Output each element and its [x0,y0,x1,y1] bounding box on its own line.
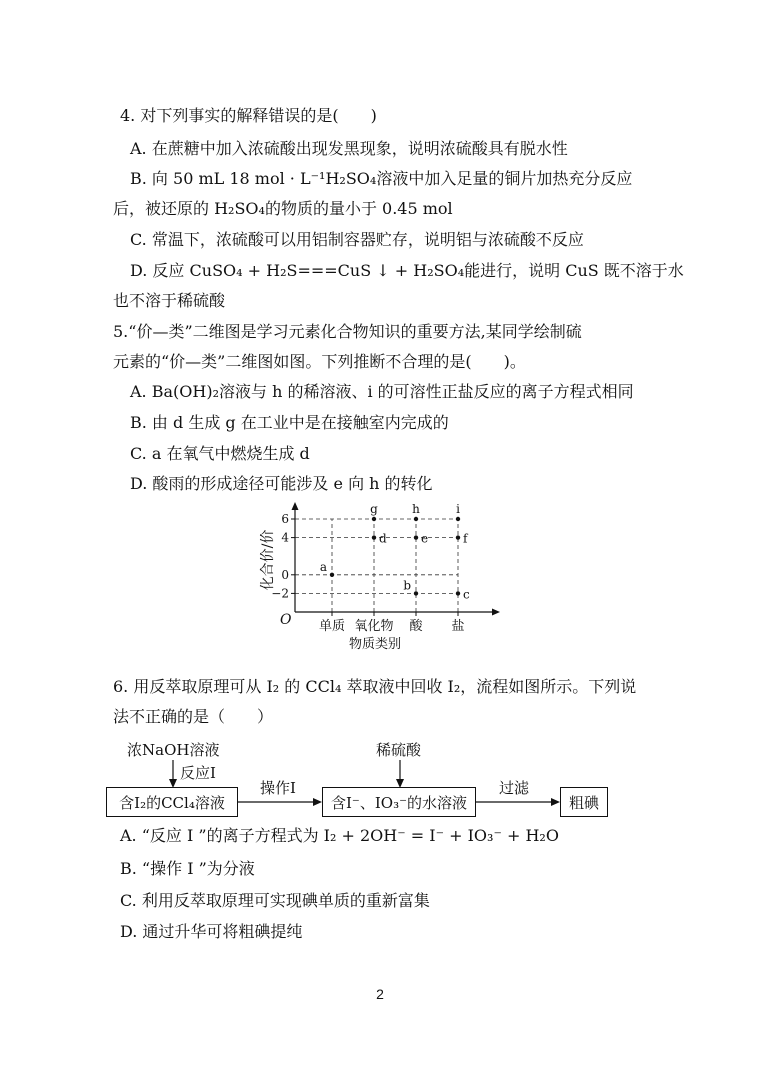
y-tick-label: 4 [281,530,289,545]
point-g [372,517,376,521]
flow-reagent-h2so4: 稀硫酸 [376,741,422,759]
q6-stem-line2: 法不正确的是（ ） [113,707,274,726]
chart-ticks [271,512,464,634]
point-f [456,535,460,539]
point-label-h: h [412,502,420,516]
flow-arrow-down-1 [165,760,181,788]
q4-option-c: C. 常温下，浓硫酸可以用铝制容器贮存，说明铝与浓硫酸不反应 [130,230,584,249]
y-tick-label: 6 [281,512,289,526]
point-label-c: c [463,587,470,602]
q4-option-b-line2: 后，被还原的 H₂SO₄的物质的量小于 0.45 mol [113,199,453,218]
q5-option-b: B. 由 d 生成 g 在工业中是在接触室内完成的 [130,413,449,432]
point-i [456,517,460,521]
point-label-e: e [421,531,429,546]
chart-origin: O [280,612,292,628]
point-label-i: i [456,502,460,516]
point-h [414,517,418,521]
x-tick-label: 氧化物 [354,619,394,634]
x-tick-label: 盐 [451,619,465,634]
page-number: 2 [376,986,384,1002]
point-e [414,535,418,539]
point-label-a: a [319,559,327,574]
point-label-f: f [463,531,468,546]
point-a [330,573,334,577]
y-axis-arrow [292,502,299,510]
x-axis-arrow [492,609,500,616]
y-tick-label: −2 [271,586,289,601]
q5-stem-line1: 5.“价—类”二维图是学习元素化合物知识的重要方法,某同学绘制硫 [113,322,582,341]
y-tick-label: 0 [281,567,289,582]
flow-reaction-label: 反应I [180,764,216,782]
x-tick-label: 酸 [409,619,423,634]
flow-op1-label: 操作I [260,779,296,797]
q5-stem-line2: 元素的“价—类”二维图如图。下列推断不合理的是( )。 [113,352,526,371]
q4-option-b-line1: B. 向 50 mL 18 mol · L⁻¹H₂SO₄溶液中加入足量的铜片加热充分反应 [130,169,633,188]
q5-option-a: A. Ba(OH)₂溶液与 h 的稀溶液、i 的可溶性正盐反应的离子方程式相同 [130,382,634,401]
flow-arrow-right-2 [476,795,560,809]
point-c [456,591,460,595]
q5-option-d: D. 酸雨的形成途径可能涉及 e 向 h 的转化 [130,474,433,493]
q4-option-a: A. 在蔗糖中加入浓硫酸出现发黑现象，说明浓硫酸具有脱水性 [130,139,568,158]
point-b [414,591,418,595]
point-label-g: g [370,502,378,516]
flow-op2-label: 过滤 [499,779,530,797]
valence-class-chart [250,500,510,660]
q6-option-c: C. 利用反萃取原理可实现碘单质的重新富集 [120,891,430,910]
q5-option-c: C. a 在氧气中燃烧生成 d [130,444,310,463]
point-label-d: d [379,531,387,546]
flow-arrow-down-2 [392,760,408,788]
chart-y-label: 化合价/价 [260,529,276,591]
point-d [372,535,376,539]
q4-option-d-line1: D. 反应 CuSO₄ + H₂S===CuS ↓ + H₂SO₄能进行，说明 CuS 既不溶于水 [130,261,684,280]
q6-option-d: D. 通过升华可将粗碘提纯 [120,922,303,941]
q6-option-a: A. “反应 I ”的离子方程式为 I₂ + 2OH⁻ = I⁻ + IO₃⁻ + H₂O [120,826,559,845]
flow-box-i2-ccl4: 含I₂的CCl₄溶液 [106,787,238,817]
chart-x-label: 物质类别 [348,637,402,652]
flow-arrow-right-1 [238,795,322,809]
q6-stem-line1: 6. 用反萃取原理可从 I₂ 的 CCl₄ 萃取液中回收 I₂，流程如图所示。下列说 [113,677,637,696]
chart-points [320,502,470,601]
q6-option-b: B. “操作 I ”为分液 [120,859,255,878]
flow-box-aqueous: 含I⁻、IO₃⁻的水溶液 [322,787,476,817]
q4-option-d-line2: 也不溶于稀硫酸 [113,291,226,310]
q4-stem: 4. 对下列事实的解释错误的是( ) [120,106,377,125]
point-label-b: b [403,578,411,593]
flow-box-crude-iodine: 粗碘 [560,787,608,817]
flow-reagent-naoh: 浓NaOH溶液 [127,741,220,759]
x-tick-label: 单质 [318,619,346,634]
